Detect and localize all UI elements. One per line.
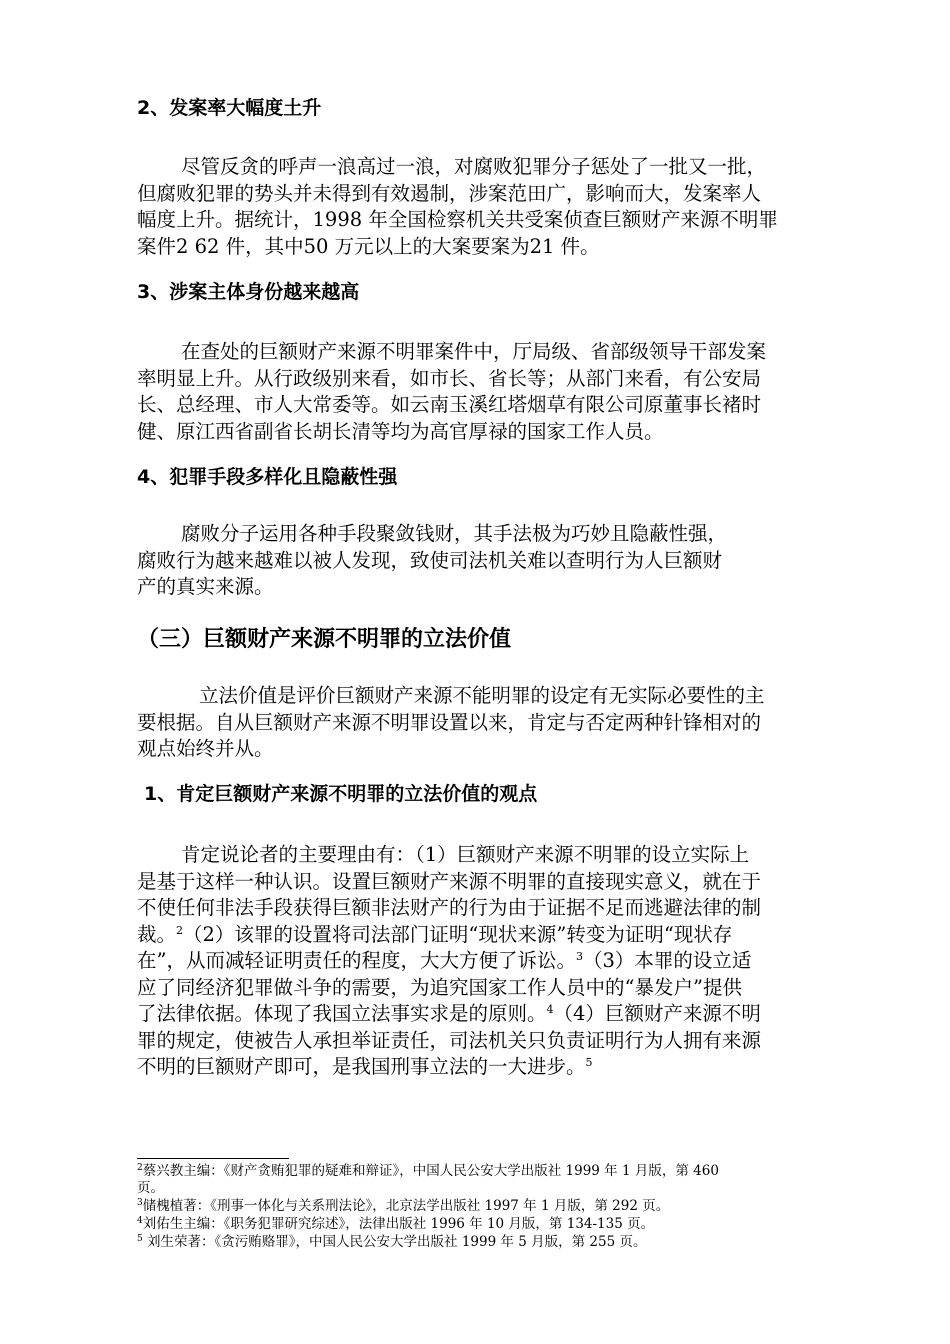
text-run: 了法律依据。体现了我国立法事实求是的原则。 bbox=[137, 1002, 547, 1025]
footnote-number: 2 bbox=[137, 1163, 143, 1173]
paragraph-line: 要根据。自从巨额财产来源不明罪设置以来，肯定与否定两种针锋相对的 bbox=[137, 710, 762, 734]
paragraph-line: 长、总经理、市人大常委等。如云南玉溪红塔烟草有限公司原董事长褚时 bbox=[137, 393, 762, 416]
paragraph-line: 在查处的巨额财产来源不明罪案件中，厅局级、省部级领导干部发案 bbox=[181, 340, 767, 363]
paragraph-line: 产的真实来源。 bbox=[137, 575, 274, 598]
footnote-5 bbox=[137, 1234, 647, 1251]
heading-2: 2、发案率大幅度土升 bbox=[137, 97, 322, 119]
footnote-separator bbox=[137, 1158, 289, 1159]
heading-4: 4、犯罪手段多样化且隐蔽性强 bbox=[137, 466, 398, 488]
paragraph-line bbox=[137, 948, 849, 975]
text-run: （2）该罪的设置将司法部门证明“现状来源”转变为证明“现状存 bbox=[183, 922, 733, 946]
footnote-text: 刘生荣著：《贪污贿赂罪》，中国人民公安大学出版社 1999 年 5 月版，第 255 页。 bbox=[142, 1234, 647, 1250]
footnote-number: 3 bbox=[137, 1198, 143, 1208]
paragraph-line: 案件2 62 件，其中50 万元以上的大案要案为21 件。 bbox=[137, 234, 600, 258]
footnote-text: 刘佑生主编：《职务犯罪研究综述》，法律出版社 1996 年 10 月版，第 134-135 页。 bbox=[142, 1216, 655, 1232]
paragraph-3 bbox=[137, 339, 849, 445]
paragraph-line: 观点始终并从。 bbox=[137, 737, 274, 760]
paragraph-line: 但腐败犯罪的势头并未得到有效遏制，涉案范田广，影响而大，发案率人 bbox=[137, 181, 762, 205]
text-run: 不明的巨额财产即可，是我国刑事立法的一大进步。 bbox=[137, 1055, 586, 1078]
subheading-1: 1、肯定巨额财产来源不明罪的立法价值的观点 bbox=[144, 783, 538, 805]
paragraph-2 bbox=[137, 154, 847, 260]
paragraph-line: 率明显上升。从行政级别来看，如市长、省长等；从部门来看，有公安局 bbox=[137, 366, 762, 390]
paragraph-line: 腐败分子运用各种手段聚敛钱财，其手法极为巧妙且隐蔽性强， bbox=[181, 522, 728, 545]
paragraph-line: 健、原江西省副省长胡长清等均为高官厚禄的国家工作人员。 bbox=[137, 419, 664, 443]
text-run: 裁。 bbox=[137, 922, 177, 946]
text-run: （4）巨额财产来源不明 bbox=[553, 1002, 761, 1025]
footnote-ref-5[interactable]: 5 bbox=[585, 1056, 593, 1069]
paragraph-line: 幅度上升。据统计，1998 年全国检察机关共受案侦查巨额财产来源不明罪 bbox=[137, 208, 778, 231]
paragraph-affirmative-view bbox=[137, 842, 849, 1081]
section-title: （三）巨额财产来源不明罪的立法价值 bbox=[137, 627, 512, 652]
footnote-ref-4[interactable]: 4 bbox=[546, 1003, 554, 1016]
paragraph-line bbox=[137, 922, 849, 949]
text-run: （3）本罪的设立适 bbox=[582, 949, 752, 972]
footnote-text: 储槐植著：《刑事一体化与关系刑法论》，北京法学出版社 1997 年 1 月版，第 292 页。 bbox=[142, 1198, 670, 1214]
paragraph-4 bbox=[137, 521, 817, 601]
paragraph-line: 肯定说论者的主要理由有：（1）巨额财产来源不明罪的设立实际上 bbox=[181, 843, 750, 866]
footnote-text: 蔡兴教主编：《财产贪贿犯罪的疑难和辩证》，中国人民公安大学出版社 1999 年 1 月版，第 460 bbox=[142, 1163, 719, 1179]
paragraph-line: 立法价值是评价巨额财产来源不能明罪的设定有无实际必要性的主 bbox=[199, 684, 765, 707]
footnote-2 bbox=[137, 1163, 719, 1180]
paragraph-line bbox=[137, 1001, 849, 1028]
paragraph-line: 腐败行为越来越难以被人发现，致使司法机关难以查明行为人巨额财 bbox=[137, 548, 723, 572]
footnote-number: 4 bbox=[137, 1216, 143, 1226]
text-run: 在”，从而减轻证明责任的程度，大大方便了诉讼。 bbox=[137, 949, 576, 972]
paragraph-line bbox=[137, 1054, 849, 1081]
heading-3: 3、涉案主体身份越来越高 bbox=[137, 281, 360, 303]
footnote-2-continued: 页。 bbox=[137, 1180, 164, 1196]
paragraph-line: 罪的规定，使被告人承担举证责任，司法机关只负责证明行为人拥有来源 bbox=[137, 1028, 762, 1052]
footnote-number: 5 bbox=[137, 1234, 143, 1244]
paragraph-line: 应了同经济犯罪做斗争的需要，为追究国家工作人员中的“暴发户”提供 bbox=[137, 975, 742, 999]
paragraph-legislative-value bbox=[137, 683, 849, 763]
footnote-3 bbox=[137, 1198, 669, 1215]
footnote-ref-3[interactable]: 3 bbox=[575, 950, 583, 963]
paragraph-line: 不使任何非法手段获得巨额非法财产的行为由于证据不足而逃避法律的制 bbox=[137, 896, 762, 919]
paragraph-line: 是基于这样一种认识。设置巨额财产来源不明罪的直接现实意义，就在于 bbox=[137, 869, 762, 893]
footnote-4 bbox=[137, 1216, 654, 1233]
footnote-ref-2[interactable]: 2 bbox=[176, 923, 184, 937]
paragraph-line: 尽管反贪的呼声一浪高过一浪，对腐败犯罪分子惩处了一批又一批， bbox=[181, 155, 767, 178]
